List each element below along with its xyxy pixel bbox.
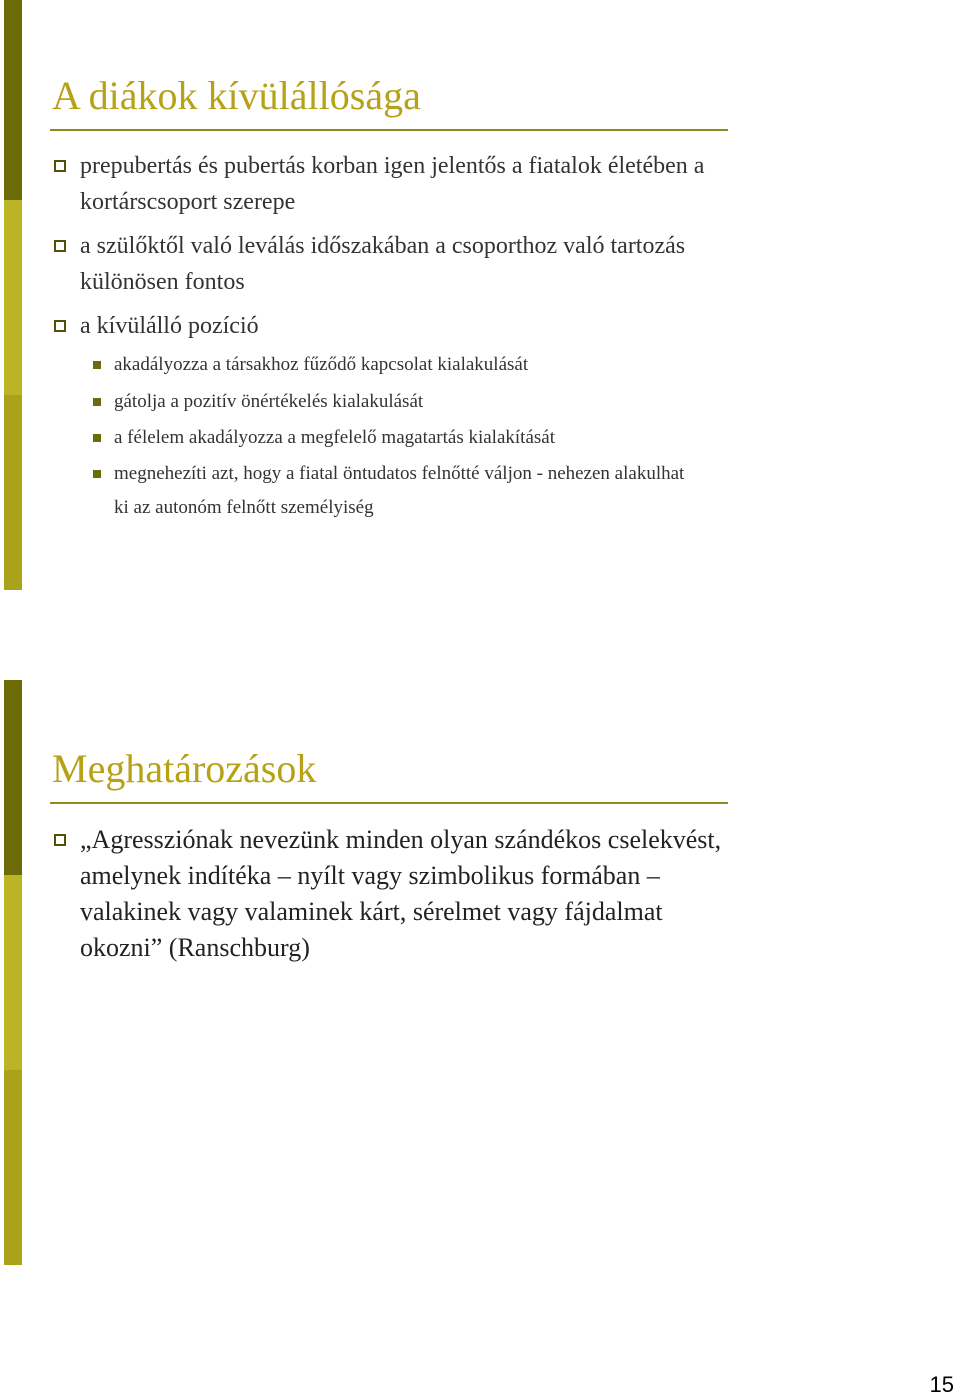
decorative-side-bar <box>4 0 22 590</box>
sub-bullet-text: a félelem akadályozza a megfelelő magatartás kialakítását <box>114 427 555 448</box>
square-bullet-icon <box>54 320 66 332</box>
small-square-bullet-icon <box>93 361 101 369</box>
slide-agression-outsider <box>0 0 760 590</box>
bullet-text: prepubertás és pubertás korban igen jelentős a fiatalok életében a kortárscsoport szerepe <box>80 153 705 215</box>
small-square-bullet-icon <box>93 434 101 442</box>
small-square-bullet-icon <box>93 470 101 478</box>
sub-bullet-text: megnehezíti azt, hogy a fiatal öntudatos felnőtté váljon - nehezen alakulhat ki az autonóm felnőtt személyiség <box>114 463 685 518</box>
small-square-bullet-icon <box>93 398 101 406</box>
bullet-text: a kívülálló pozíció <box>80 313 259 339</box>
square-bullet-icon <box>54 160 66 172</box>
slide-title: A diákok kívülállósága <box>52 73 421 118</box>
definition-quote: „Agressziónak nevezünk minden olyan szándékos cselekvést, amelynek indítéka – nyílt vagy szimbolikus formában – valakinek vagy valaminek kárt, sérelmet vagy fájdalmat okozni” (Ranschburg) <box>80 825 722 962</box>
slide-title: Meghatározások <box>52 746 317 791</box>
square-bullet-icon <box>54 834 66 846</box>
slide-definitions <box>0 680 760 1265</box>
square-bullet-icon <box>54 240 66 252</box>
title-underline <box>50 129 728 131</box>
sub-bullet-text: akadályozza a társakhoz fűződő kapcsolat kialakulását <box>114 354 529 375</box>
bullet-text: a szülőktől való leválás időszakában a csoporthoz való tartozás különösen fontos <box>80 233 686 295</box>
sub-bullet-text: gátolja a pozitív önértékelés kialakulását <box>114 391 424 412</box>
decorative-side-bar <box>4 680 22 1265</box>
title-underline <box>50 802 728 804</box>
page-number: 15 <box>929 1372 954 1397</box>
